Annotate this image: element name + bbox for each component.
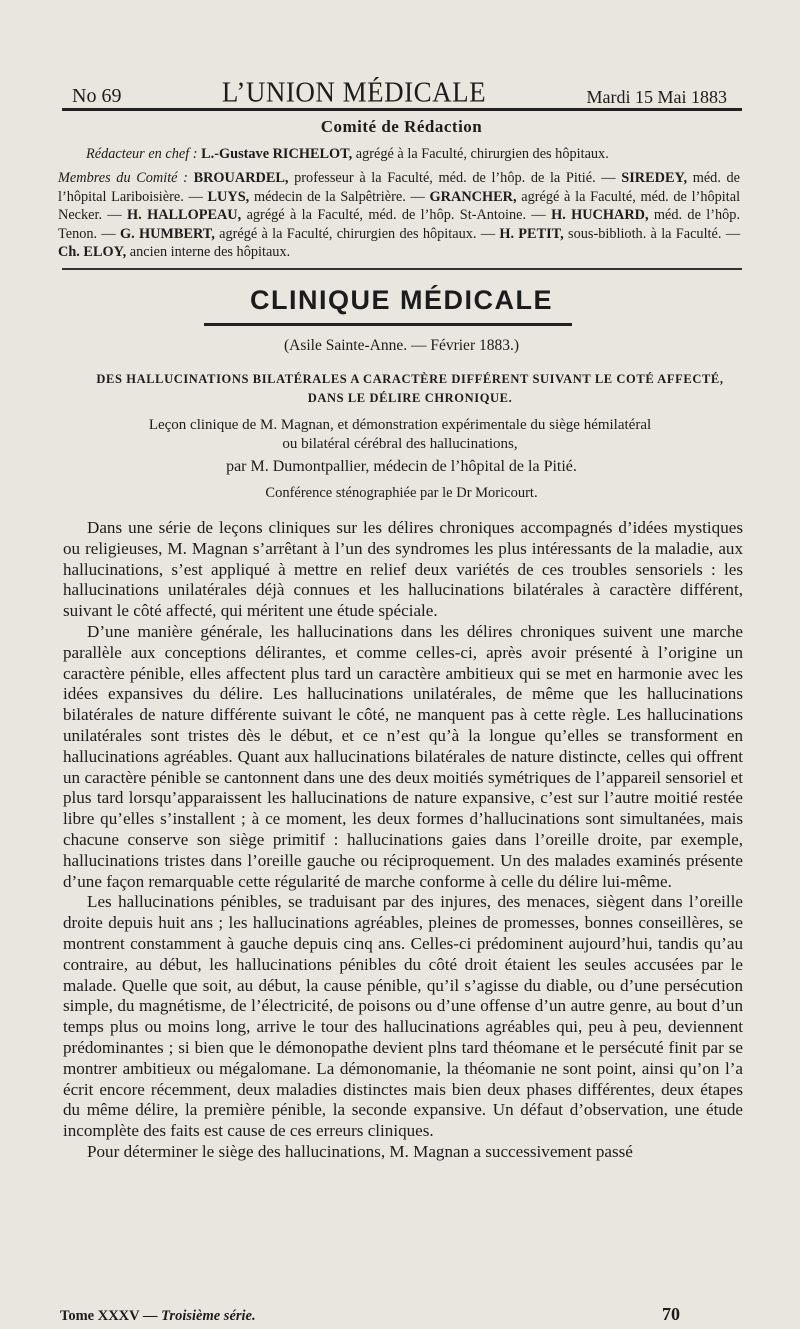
member-desc: professeur à la Faculté, méd. de l’hôp. de la Pitié. — [294, 170, 616, 187]
member-name: H. HALLOPEAU, [127, 207, 242, 224]
volume-info [60, 1308, 256, 1325]
lecture-subtitle [85, 416, 715, 454]
body-paragraph: Pour déterminer le siège des hallucinations, M. Magnan a successivement passé [87, 1141, 633, 1161]
member-desc: agrégé à la Faculté, chirurgien des hôpitaux. — [219, 225, 496, 242]
chief-desc: agrégé à la Faculté, chirurgien des hôpitaux. [355, 146, 609, 162]
members-label: Membres du Comité : [58, 170, 188, 187]
chief-label: Rédacteur en chef : [86, 146, 198, 162]
body-paragraph: D’une manière générale, les hallucinations dans les délires chroniques suivent une marche parallèle aux conceptions délirantes, et comme celles-ci, après avoir présenté à l’origine un caractère pénible, elles affectent plus tard un caractère ambitieux qui se met en harmonie avec les idées expansives du délire. Les hallucinations unilatérales, de même que les hallucinations bilatérales de nature différente suivant le côté, ne manquent pas à cette règle. Les hallucinations unilatérales sont tristes dès le début, et ce n’est qu’à la longue qu’elles se transforment en hallucinations agréables. Quant aux hallucinations bilatérales de nature distincte, celles qui offrent un caractère pénible se cantonnent dans une des deux moitiés symétriques de l’appareil sensoriel et plus tard lorsqu’apparaissent les hallucinations de nature expansive, c’est sur l’autre moitié restée libre qu’elles s’installent ; à ce moment, les deux formes d’hallucinations sont simultanées, mais chacune conserve son siège primitif : hallucinations gaies dans l’oreille droite, par exemple, hallucinations tristes dans l’oreille gauche ou réciproquement. Un des malades examinés présente d’une façon remarquable cette régularité de marche conforme à celle du délire lui-même. [63, 621, 743, 891]
committee-rule [62, 268, 742, 270]
article-body [63, 518, 743, 1163]
page-header [72, 74, 727, 108]
member-name: LUYS, [207, 188, 250, 205]
body-paragraph: Dans une série de leçons cliniques sur les délires chroniques accompagnés d’idées mystiques ou religieuses, M. Magnan s’arrêtant à l’un des syndromes les plus intéressants de la maladie, aux hallucinations, s’est appliqué à mettre en relief deux variétés de ces troubles sensoriels : les hallucinations unilatérales déjà connues et les hallucinations bilatérales à caractère différent, suivant le côté affecté, qui méritent une étude spéciale. [63, 518, 743, 621]
member-desc: médecin de la Salpêtrière. — [253, 188, 425, 205]
member-name: SIREDEY, [621, 170, 688, 187]
member-desc: agrégé à la Faculté, méd. de l’hôp. St-Antoine. — [246, 207, 546, 224]
member-name: Ch. ELOY, [58, 244, 127, 261]
member-name: G. HUMBERT, [119, 225, 215, 242]
member-name: BROUARDEL, [193, 170, 289, 187]
member-desc: méd. de l’hôpital Lariboisière. — [58, 170, 741, 205]
member-desc: ancien interne des hôpitaux. [129, 244, 291, 261]
committee-block [58, 145, 741, 261]
committee-members [58, 169, 740, 261]
page-number: 70 [662, 1304, 680, 1324]
article-title-line: DANS LE DÉLIRE CHRONIQUE. [307, 391, 513, 405]
section-title: CLINIQUE MÉDICALE [249, 285, 553, 315]
lecture-line: ou bilatéral cérébral des hallucinations, [282, 436, 518, 452]
issue-number: No 69 [72, 85, 122, 107]
article-location: (Asile Sainte-Anne. — Février 1883.) [283, 337, 520, 354]
member-desc: méd. de l’hôp. Tenon. — [58, 207, 741, 242]
article-author: par M. Dumontpallier, médecin de l’hôpital de la Pitié. [226, 458, 577, 475]
member-name: H. HUCHARD, [551, 207, 649, 224]
issue-date: Mardi 15 Mai 1883 [586, 87, 727, 107]
article-title-line: DES HALLUCINATIONS BILATÉRALES A CARACTÈRE DIFFÉRENT SUIVANT LE COTÉ AFFECTÉ, [96, 372, 724, 386]
header-rule [62, 108, 742, 111]
member-name: GRANCHER, [429, 188, 517, 205]
tome-label: Tome XXXV — [60, 1308, 158, 1324]
journal-title: L’UNION MÉDICALE [221, 76, 487, 108]
member-desc: agrégé à la Faculté, méd. de l’hôpital Necker. — [58, 188, 741, 224]
member-name: H. PETIT, [499, 225, 564, 242]
section-rule [204, 323, 572, 326]
body-paragraph: Les hallucinations pénibles, se traduisant par des injures, des menaces, siègent dans l’oreille droite depuis huit ans ; les hallucinations agréables, pleines de promesses, bonnes conseillères, se montrent constamment à gauche depuis cinq ans. Celles-ci prédominent aujourd’hui, tandis qu’au contraire, au début, les hallucinations pénibles du côté droit étaient les seules accusées par le malade. Quelle que soit, au début, la cause pénible, qu’il s’agisse du diable, ou d’une persécution simple, du magnétisme, de l’électricité, de poisons ou d’une offense d’un autre genre, au bout d’un temps plus ou moins long, arrive le tour des hallucinations agréables qui, peu à peu, deviennent prédominantes ; si bien que le démonopathe devient plns tard théomane et le persécuté finit par se montrer ambitieux ou mégalomane. La démonomanie, la théomanie ne sont point, ainsi qu’on l’a écrit encore récemment, deux maladies distinctes mais bien deux phases différentes, deux étapes du même délire, la première pénible, la seconde expansive. Un défaut d’observation, une étude incomplète des faits est cause de ces erreurs cliniques. [63, 892, 743, 1141]
chief-editor-line [86, 145, 740, 163]
chief-name: L.-Gustave RICHELOT, [201, 146, 353, 162]
committee-title: Comité de Rédaction [320, 117, 483, 136]
page-footer [60, 1304, 680, 1325]
article-title [80, 370, 740, 408]
conference-note: Conférence sténographiée par le Dr Moricourt. [265, 485, 538, 501]
lecture-line: Leçon clinique de M. Magnan, et démonstration expérimentale du siège hémilatéral [148, 417, 652, 433]
member-desc: sous-biblioth. à la Faculté. — [568, 225, 741, 242]
serie-label: Troisième série. [161, 1308, 256, 1324]
